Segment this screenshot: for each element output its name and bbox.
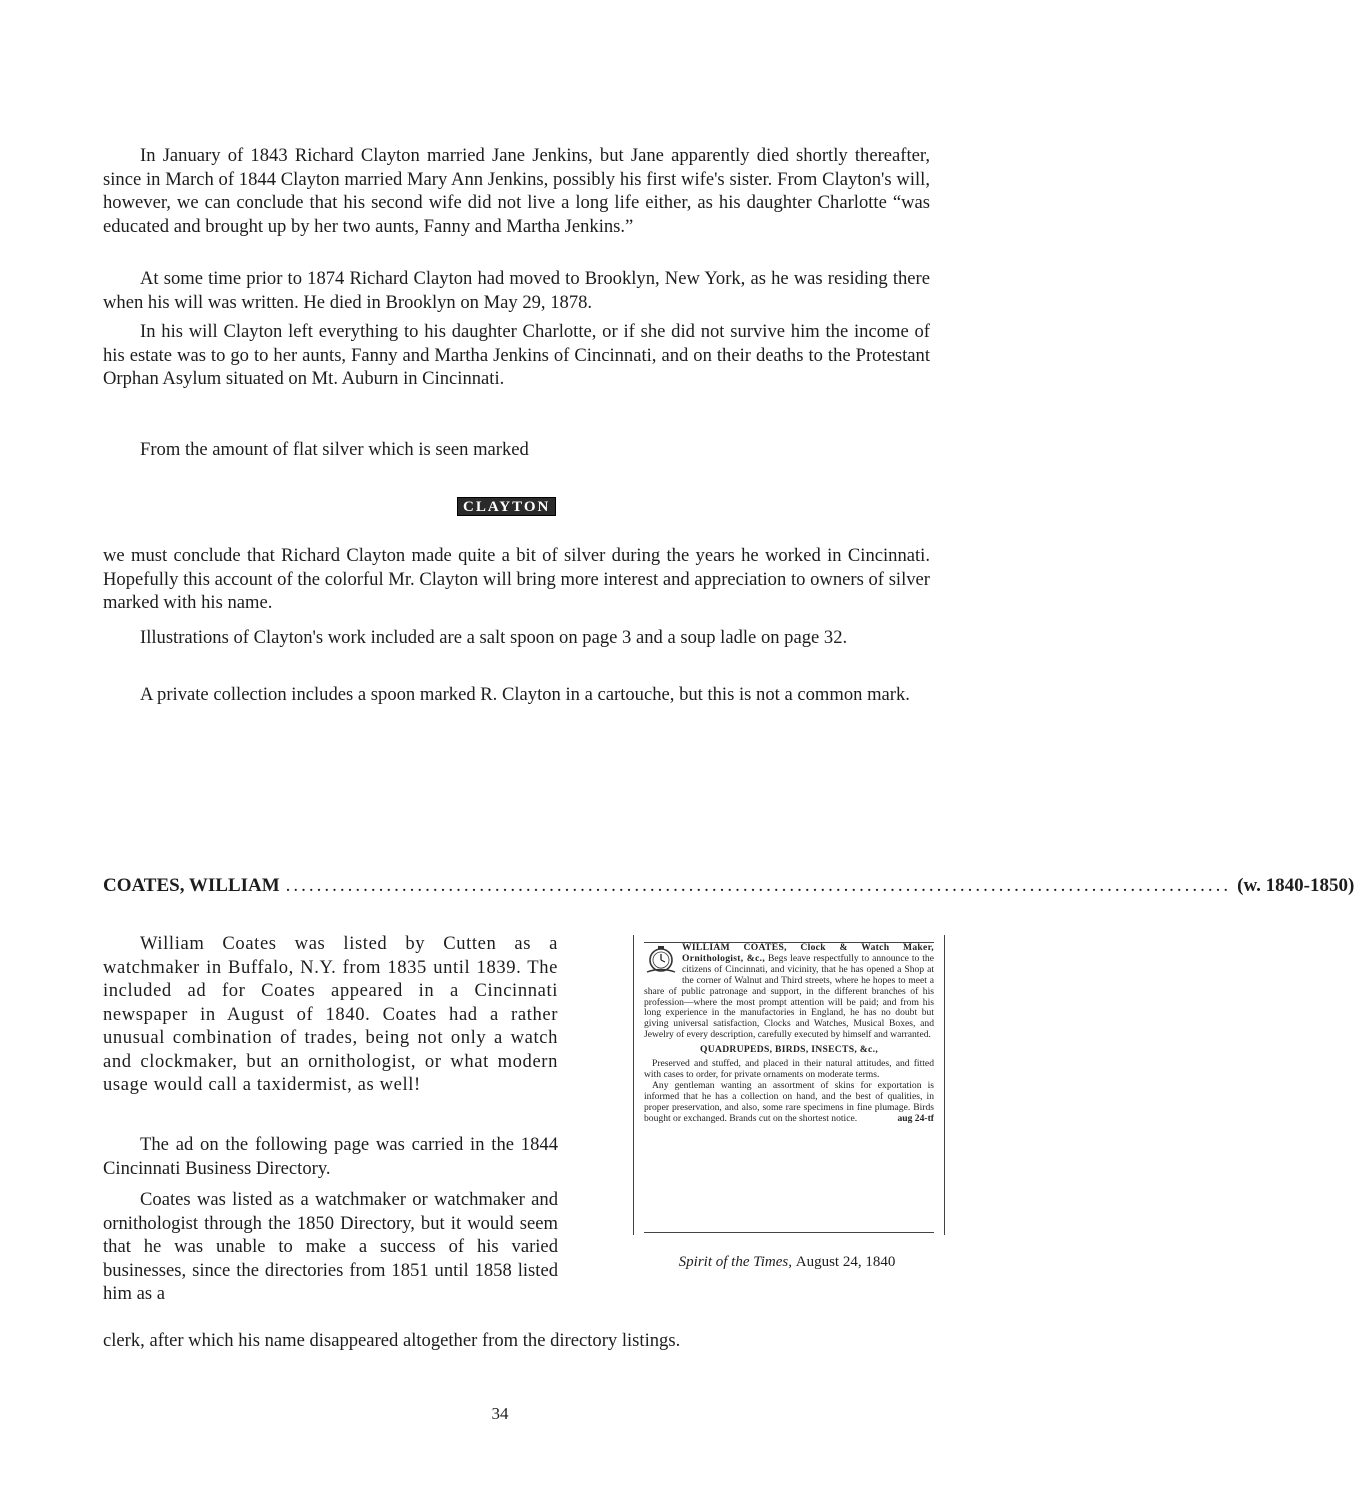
advertisement-subheading: QUADRUPEDS, BIRDS, INSECTS, &c., — [699, 1044, 879, 1056]
advertisement-skins-text: Any gentleman wanting an assortment of skins for exportation is informed that he has a collection on hand, and the best of qualities, in proper preservation, and also, some rare specimens in fine plumage. Birds bought or exchanged. Brands cut on the shortest notice. — [644, 1079, 934, 1124]
caption-source: Spirit of the Times, — [678, 1254, 792, 1270]
caption-date: August 24, 1840 — [795, 1254, 896, 1270]
page-number: 34 — [491, 1404, 509, 1423]
advertisement-title: WILLIAM COATES, Clock & Watch Maker, Ornithologist, &c., — [682, 942, 934, 964]
newspaper-advertisement — [633, 935, 945, 1235]
paragraph-coates-clerk: clerk, after which his name disappeared altogether from the directory listings. — [103, 1330, 681, 1351]
paragraph-flat-silver: From the amount of flat silver which is seen marked — [140, 439, 529, 460]
advertisement-body-shop: Begs leave respectfully to announce to the citizens of Cincinnati, and vicinity, that he has opened a Shop at the corner of Walnut and Third streets, where he hopes to meet a share of public patronage and support, in the different branches of his profession—where the most prompt attention will be paid; and from his long experience in the manufactories in England, he has no doubt but giving universal satisfaction, Clocks and Watches, Musical Boxes, and Jewelry of every description, carefully executed by himself and warranted. — [644, 952, 934, 1041]
paragraph-private-collection: A private collection includes a spoon marked R. Clayton in a cartouche, but this is not a common mark. — [140, 684, 910, 705]
advertisement-bottom-rule — [644, 1232, 934, 1233]
paragraph-marriage: In January of 1843 Richard Clayton married Jane Jenkins, but Jane apparently died shortly thereafter, since in March of 1844 Clayton married Mary Ann Jenkins, possibly his first wife's sister. From Clayton's will, however, we can conclude that his second wife did not live a long life either, as his daughter Charlotte “was educated and brought up by her two aunts, Fanny and Martha Jenkins.” — [103, 145, 930, 237]
entry-name: COATES, WILLIAM — [103, 875, 280, 896]
paragraph-coates-listings: Coates was listed as a watchmaker or watchmaker and ornithologist through the 1850 Directory, but it would seem that he was unable to make a success of his varied businesses, since the directories from 1851 until 1858 listed him as a — [103, 1189, 558, 1304]
advertisement-signoff: aug 24-tf — [897, 1112, 934, 1124]
leader-dots: .......................................................................................................................... — [285, 875, 1232, 896]
paragraph-coates-directory-ad: The ad on the following page was carried in the 1844 Cincinnati Business Directory. — [103, 1134, 558, 1179]
paragraph-conclusion: we must conclude that Richard Clayton made quite a bit of silver during the years he worked in Cincinnati. Hopefully this account of the colorful Mr. Clayton will bring more interest and appreciation to owners of silver marked with his name. — [103, 545, 930, 613]
paragraph-brooklyn: At some time prior to 1874 Richard Clayton had moved to Brooklyn, New York, as he was residing there when his will was written. He died in Brooklyn on May 29, 1878. — [103, 268, 930, 313]
advertisement-body-taxidermy: Preserved and stuffed, and placed in their natural attitudes, and fitted with cases to order, for private ornaments on moderate terms. — [644, 1058, 934, 1080]
paragraph-coates-intro: William Coates was listed by Cutten as a watchmaker in Buffalo, N.Y. from 1835 until 1839. The included ad for Coates appeared in a Cincinnati newspaper in August of 1840. Coates had a rather unusual combination of trades, being not only a watch and clockmaker, but an ornithologist, or what modern usage would call a taxidermist, as well! — [103, 933, 558, 1095]
paragraph-illustrations: Illustrations of Clayton's work included are a salt spoon on page 3 and a soup ladle on page 32. — [140, 627, 848, 648]
entry-dates: (w. 1840-1850) — [1237, 875, 1354, 896]
entry-heading — [103, 874, 1354, 898]
clayton-silver-mark: CLAYTON — [457, 497, 556, 516]
advertisement-caption — [637, 1253, 937, 1271]
advertisement-text — [644, 942, 934, 1125]
advertisement-body-skins — [644, 1081, 934, 1125]
clock-icon — [644, 945, 678, 975]
paragraph-will: In his will Clayton left everything to his daughter Charlotte, or if she did not survive him the income of his estate was to go to her aunts, Fanny and Martha Jenkins of Cincinnati, and on their deaths to the Protestant Orphan Asylum situated on Mt. Auburn in Cincinnati. — [103, 321, 930, 389]
